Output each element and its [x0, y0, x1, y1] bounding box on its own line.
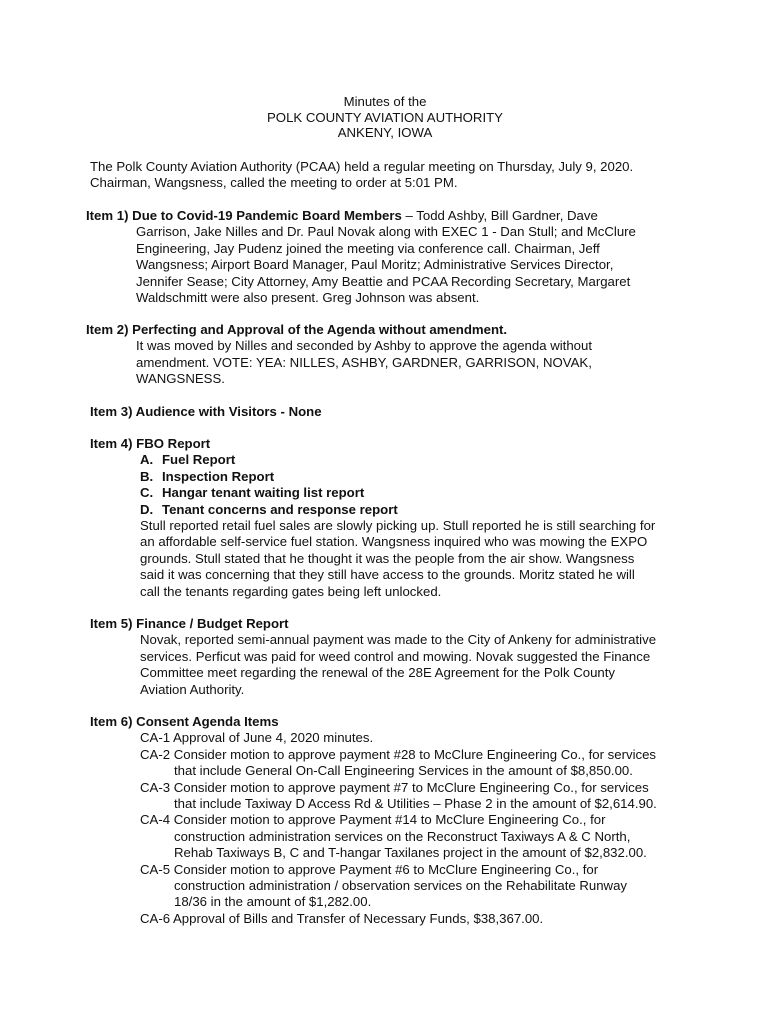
item-1-line: Garrison, Jake Nilles and Dr. Paul Novak along with EXEC 1 - Dan Stull; and McClure	[136, 224, 636, 240]
item-4-sub-c: C. Hangar tenant waiting list report	[140, 485, 365, 501]
consent-item-ca-5-cont: 18/36 in the amount of $1,282.00.	[174, 894, 372, 910]
consent-item-ca-2-cont: that include General On-Call Engineering Services in the amount of $8,850.00.	[174, 763, 633, 779]
header-location: ANKENY, IOWA	[337, 125, 433, 141]
consent-item-ca-2: CA-2 Consider motion to approve payment #28 to McClure Engineering Co., for services	[140, 746, 657, 762]
item-1-heading: Item 1) Due to Covid-19 Pandemic Board Members	[86, 208, 402, 223]
item-4-line: Stull reported retail fuel sales are slowly picking up. Stull reported he is still searching for	[140, 518, 656, 534]
item-4-line: said it was concerning that they still have access to the grounds. Moritz stated he will	[140, 567, 635, 583]
intro-paragraph	[90, 159, 710, 192]
item-3	[90, 404, 690, 420]
item-1-line: Jennifer Sease; City Attorney, Amy Beattie and PCAA Recording Secretary, Margaret	[136, 273, 631, 289]
item-5-line: Novak, reported semi-annual payment was made to the City of Ankeny for administrative	[140, 632, 657, 648]
consent-item-ca-4-cont: construction administration services on the Reconstruct Taxiways A & C North,	[174, 828, 631, 844]
item-1	[86, 208, 686, 306]
consent-item-ca-3: CA-3 Consider motion to approve payment #7 to McClure Engineering Co., for services	[140, 779, 649, 795]
consent-item-ca-5-cont: construction administration / observation services on the Rehabilitate Runway	[174, 878, 628, 894]
item-4-sub-d: D. Tenant concerns and response report	[140, 501, 398, 517]
item-4-line: an affordable self-service fuel station. Wangsness inquired who was mowing the EXPO	[140, 534, 648, 550]
item-6	[90, 714, 690, 927]
item-4-heading: Item 4) FBO Report	[90, 436, 211, 451]
item-2-heading: Item 2) Perfecting and Approval of the Agenda without amendment.	[86, 322, 508, 337]
item-4	[90, 436, 690, 600]
item-6-heading: Item 6) Consent Agenda Items	[90, 714, 279, 729]
item-3-heading: Item 3) Audience with Visitors - None	[90, 404, 322, 419]
consent-item-ca-4: CA-4 Consider motion to approve Payment #14 to McClure Engineering Co., for	[140, 812, 606, 828]
consent-item-ca-6: CA-6 Approval of Bills and Transfer of Necessary Funds, $38,367.00.	[140, 910, 544, 926]
item-5-heading: Item 5) Finance / Budget Report	[90, 616, 289, 631]
item-4-line: grounds. Stull stated that he thought it was the people from the air show. Wangsness	[140, 550, 635, 566]
header-organization: POLK COUNTY AVIATION AUTHORITY	[267, 109, 503, 125]
item-5	[90, 616, 690, 698]
item-4-sub-a: A. Fuel Report	[140, 452, 236, 468]
item-4-line: call the tenants regarding gates being left unlocked.	[140, 583, 442, 599]
consent-item-ca-1: CA-1 Approval of June 4, 2020 minutes.	[140, 730, 374, 746]
header-line-1: Minutes of the	[343, 94, 427, 109]
item-4-sub-b: B. Inspection Report	[140, 468, 275, 484]
document-header	[0, 94, 770, 141]
item-2-line: amendment. VOTE: YEA: NILLES, ASHBY, GARDNER, GARRISON, NOVAK,	[136, 354, 592, 370]
item-2-line: It was moved by Nilles and seconded by Ashby to approve the agenda without	[136, 338, 592, 354]
consent-item-ca-4-cont: Rehab Taxiways B, C and T-hangar Taxilanes project in the amount of $2,832.00.	[174, 845, 647, 861]
intro-line: The Polk County Aviation Authority (PCAA) held a regular meeting on Thursday, July 9, 2020.	[90, 159, 634, 174]
item-5-line: services. Perficut was paid for weed control and mowing. Novak suggested the Finance	[140, 648, 651, 664]
item-2	[86, 322, 686, 388]
consent-item-ca-3-cont: that include Taxiway D Access Rd & Utilities – Phase 2 in the amount of $2,614.90.	[174, 796, 657, 812]
item-1-line: Engineering, Jay Pudenz joined the meeting via conference call. Chairman, Jeff	[136, 240, 600, 256]
item-5-line: Aviation Authority.	[140, 681, 245, 697]
consent-item-ca-5: CA-5 Consider motion to approve Payment #6 to McClure Engineering Co., for	[140, 861, 599, 877]
item-2-line: WANGSNESS.	[136, 371, 225, 387]
item-1-text: – Todd Ashby, Bill Gardner, Dave	[401, 208, 598, 223]
item-1-line: Wangsness; Airport Board Manager, Paul Moritz; Administrative Services Director,	[136, 257, 614, 273]
item-5-line: Committee meet regarding the renewal of the 28E Agreement for the Polk County	[140, 665, 616, 681]
item-1-line: Waldschmitt were also present. Greg Johnson was absent.	[136, 290, 480, 306]
intro-line: Chairman, Wangsness, called the meeting to order at 5:01 PM.	[90, 175, 458, 191]
